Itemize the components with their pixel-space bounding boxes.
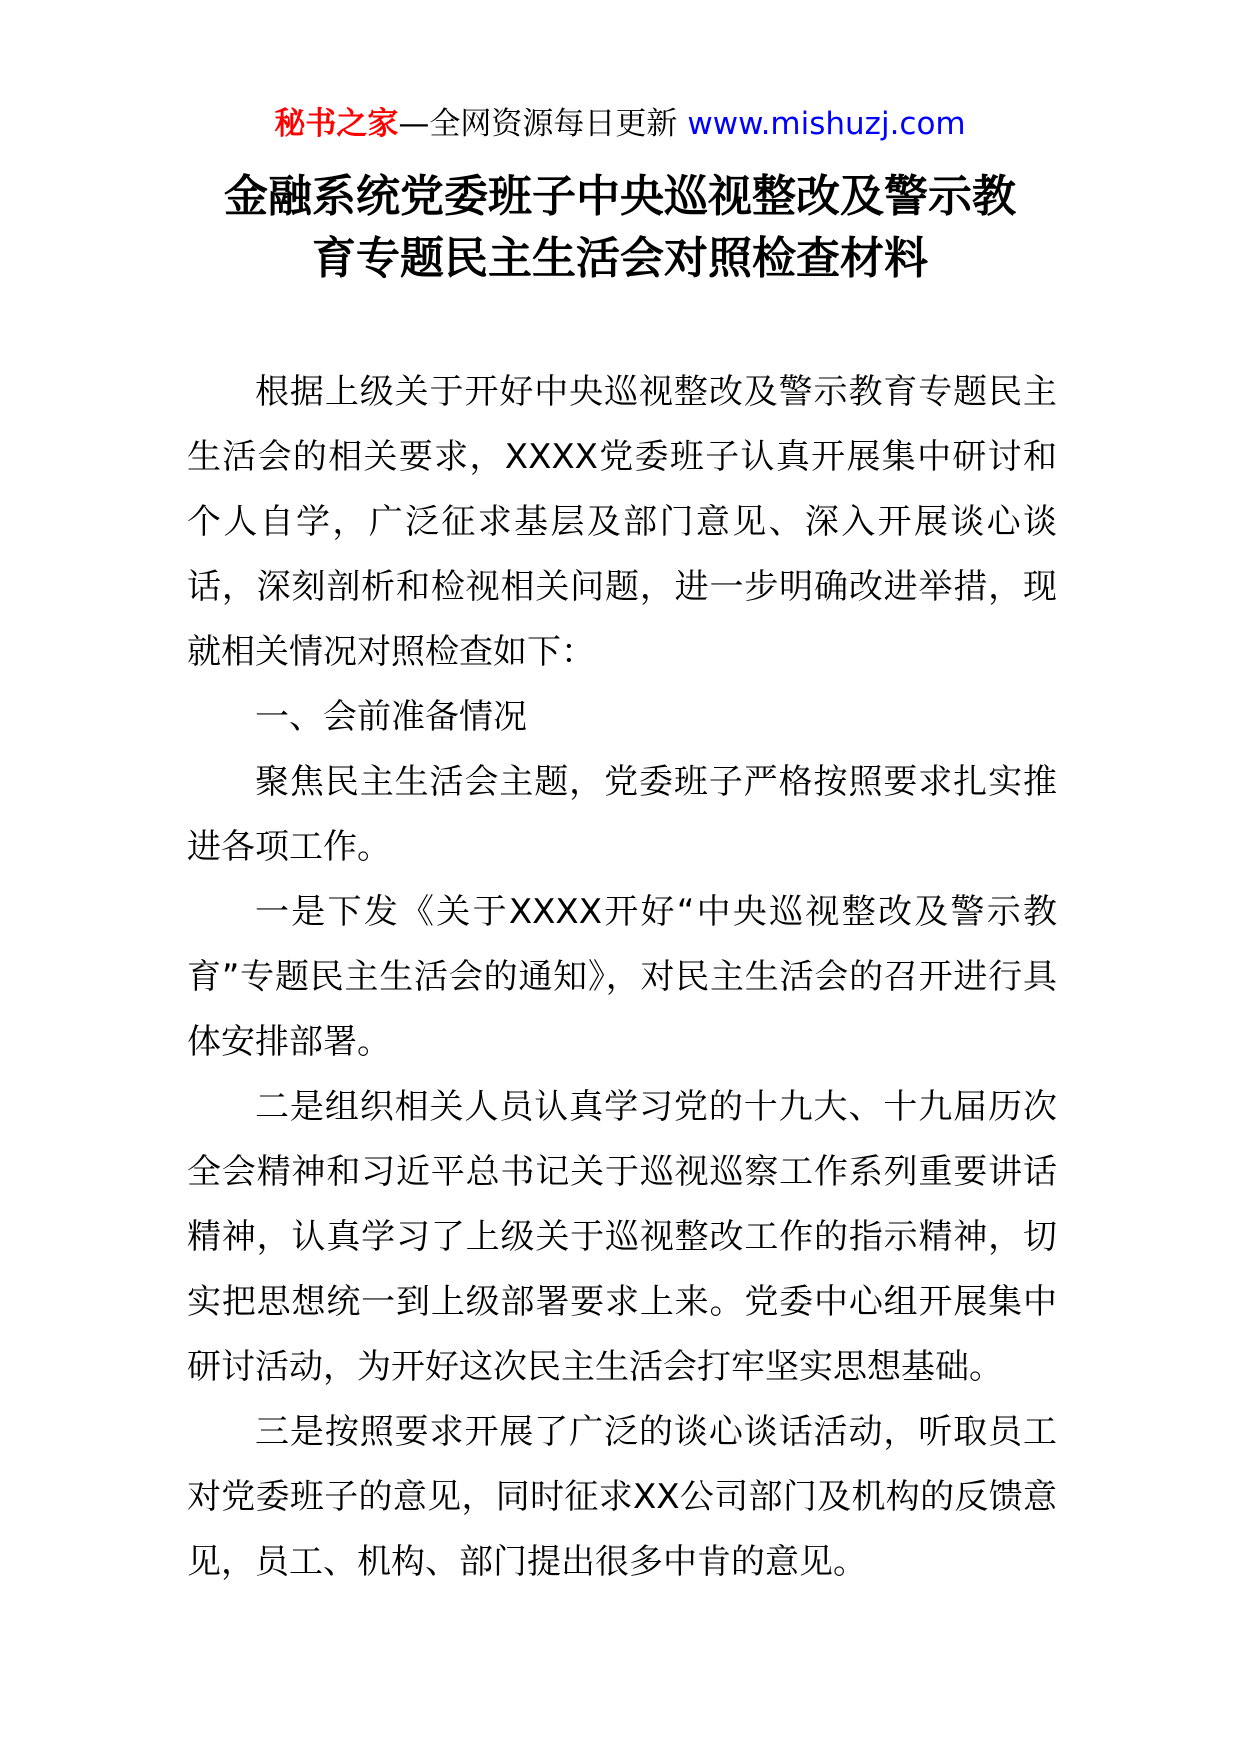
intro-paragraph: 根据上级关于开好中央巡视整改及警示教育专题民主生活会的相关要求，XXXX党委班子认真开展集中研讨和个人自学，广泛征求基层及部门意见、深入开展谈心谈话，深刻剖析和检视相关问题，进一步明确改进举措，现就相关情况对照检查如下：	[187, 372, 1057, 672]
header-tagline: —全网资源每日更新	[398, 106, 678, 142]
section-heading-preparation: 一、会前准备情况	[255, 697, 527, 737]
body-paragraph: 二是组织相关人员认真学习党的十九大、十九届历次全会精神和习近平总书记关于巡视巡察工作系列重要讲话精神，认真学习了上级关于巡视整改工作的指示精神，切实把思想统一到上级部署要求上来。党委中心组开展集中研讨活动，为开好这次民主生活会打牢坚实思想基础。	[187, 1087, 1057, 1387]
document-title	[160, 166, 1080, 290]
document-body	[187, 360, 1057, 1595]
brand-name: 秘书之家	[274, 106, 399, 142]
body-paragraph: 一是下发《关于XXXX开好“中央巡视整改及警示教育”专题民主生活会的通知》，对民主生活会的召开进行具体安排部署。	[187, 892, 1057, 1062]
body-paragraph: 三是按照要求开展了广泛的谈心谈话活动，听取员工对党委班子的意见，同时征求XX公司部门及机构的反馈意见，员工、机构、部门提出很多中肯的意见。	[187, 1412, 1057, 1582]
site-url-link[interactable]: www.mishuzj.com	[687, 106, 966, 142]
document-title-line-1: 金融系统党委班子中央巡视整改及警示教	[224, 171, 1016, 222]
document-title-line-2: 育专题民主生活会对照检查材料	[312, 233, 928, 284]
body-paragraph: 聚焦民主生活会主题，党委班子严格按照要求扎实推进各项工作。	[187, 762, 1057, 867]
site-header-banner	[0, 104, 1240, 144]
